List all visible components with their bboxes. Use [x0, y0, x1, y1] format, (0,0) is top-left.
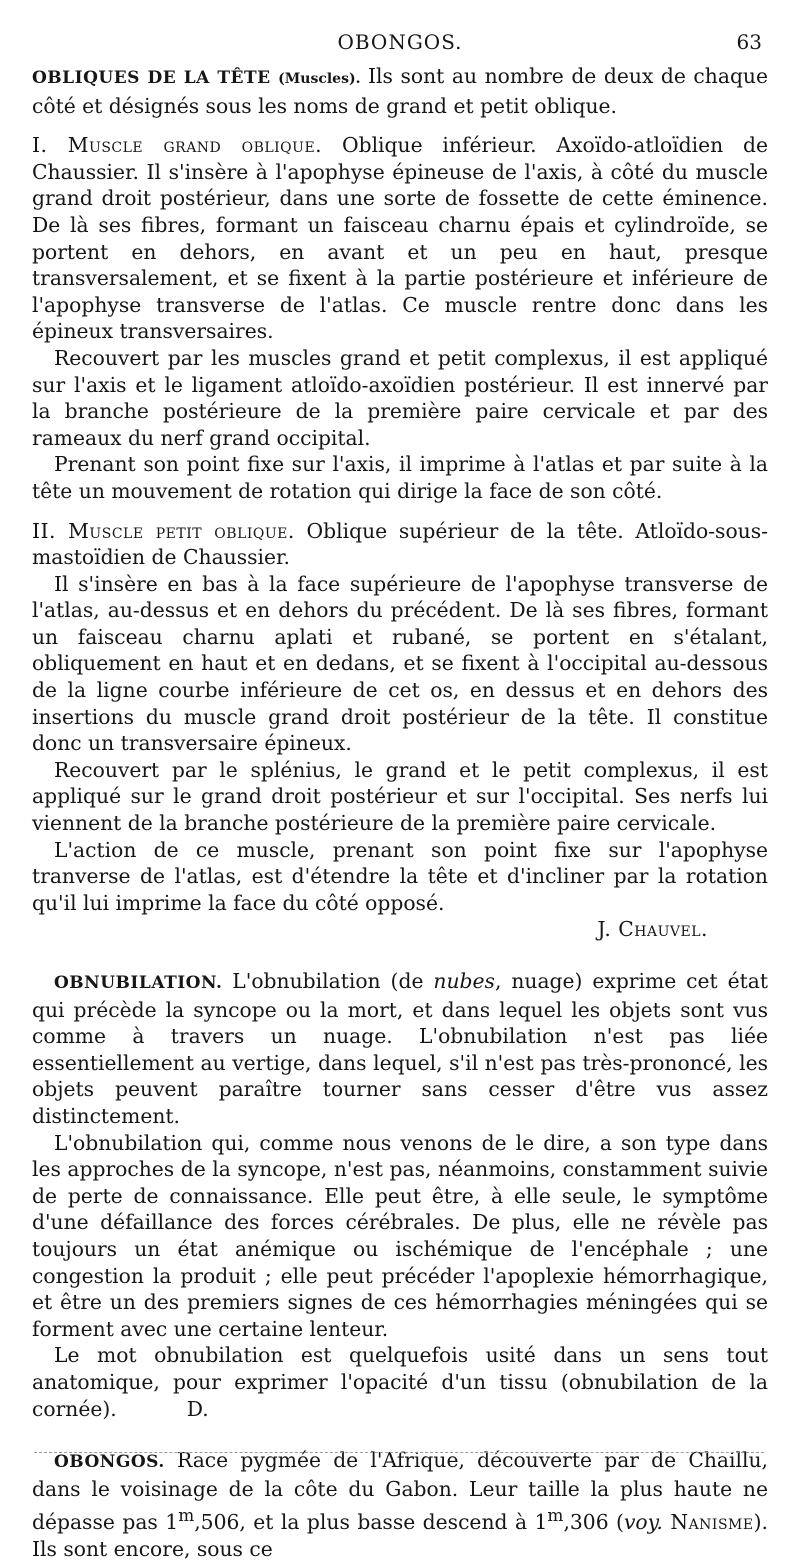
obliques-intro — [32, 63, 768, 119]
paragraph-text: ,506, et la plus basse descend à 1 — [194, 1510, 548, 1535]
entry-heading-obnubilation: OBNUBILATION. — [54, 973, 223, 993]
author-signature: J. Chauvel. — [597, 917, 708, 942]
entry-heading-obongos: OBONGOS. — [54, 1452, 165, 1473]
paragraph: Prenant son point fixe sur l'axis, il imprime à l'atlas et par suite à la tête un mouvement de rotation qui dirige la face de son côté. — [32, 452, 768, 503]
entry-heading-obliques: OBLIQUES DE LA TÊTE — [32, 68, 271, 88]
cross-reference-voy: voy. — [623, 1510, 663, 1535]
paragraph-text: Oblique supérieur de la tête. Atloïdo-sous-mastoïdien de Chaussier. — [32, 518, 768, 570]
unit-superscript: m — [547, 1505, 564, 1526]
paragraph-text: ). Ils sont encore, sous ce — [32, 1510, 768, 1561]
subsection-label-petit: II. Muscle petit oblique. — [32, 518, 295, 543]
paragraph: L'action de ce muscle, prenant son point fixe sur l'apophyse tranverse de l'atlas, est d'étendre la tête et d'incliner par la rotation qu'il lui imprime la face du côté opposé. — [32, 837, 768, 915]
running-header — [0, 30, 800, 60]
unit-superscript: m — [178, 1505, 195, 1526]
cross-reference-target: Nanisme — [670, 1510, 754, 1535]
paragraph-text: Le mot obnubilation est quelquefois usité dans un sens tout anatomique, pour exprimer l'opacité d'un tissu (obnubilation de la cornée). — [32, 1343, 768, 1421]
paragraph: Recouvert par le splénius, le grand et le petit complexus, il est appliqué sur le grand droit postérieur et sur l'occipital. Ses nerfs lui viennent de la branche postérieure de la première paire cervicale. — [32, 757, 768, 836]
paragraph-text: , nuage) exprime cet état qui précède la syncope ou la mort, et dans lequel les objets sont vus comme à travers un nuage. L'obnubilation n'est pas liée essentiellement au vertige, dans lequel, s'il n'est pas très-prononcé, les objets peuvent paraître tourner sans cesser d'être vus assez distinctement. — [32, 969, 769, 1128]
paragraph: Il s'insère en bas à la face supérieure de l'apophyse transverse de l'atlas, au-dessus et en dehors du précédent. De là ses fibres, formant un faisceau charnu aplati et rubané, se portent en s'étalant, obliquement en haut et en dedans, et se fixent à l'occipital au-dessous de la ligne courbe inférieure de cet os, en dessus et en dehors des insertions du muscle grand droit postérieur de la tête. Il constitue donc un transversaire épineux. — [32, 571, 768, 756]
petit-oblique-paragraph — [32, 518, 768, 571]
obnubilation-paragraph — [32, 968, 768, 1130]
subsection-label-grand: I. Muscle grand oblique. — [32, 133, 323, 158]
obnubilation-last-paragraph — [32, 1342, 768, 1422]
paragraph: Recouvert par les muscles grand et petit complexus, il est appliqué sur l'axis et le ligament atloïdo-axoïdien postérieur. Il est innervé par la branche postérieure de la première paire cervicale et par des rameaux du nerf grand occipital. — [32, 345, 768, 450]
paragraph-text: Ils sont au nombre de deux de chaque côté et désignés sous les noms de grand et petit oblique. — [32, 64, 768, 118]
obongos-paragraph — [32, 1447, 768, 1562]
paragraph-text: Race pygmée de l'Afrique, découverte par de Chaillu, dans le voisinage de la côte du Gabon. Leur taille la plus haute ne dépasse pas 1 — [32, 1448, 768, 1535]
page-number: 63 — [736, 30, 762, 54]
running-title: OBONGOS. — [337, 30, 463, 54]
author-signature: D. — [186, 1396, 209, 1421]
paragraph: L'obnubilation qui, comme nous venons de le dire, a son type dans les approches de la syncope, n'est pas, néanmoins, constamment suivie de perte de connaissance. Elle peut être, à elle seule, le symptôme d'une défaillance des forces cérébrales. De plus, elle ne révèle pas toujours un état anémique ou ischémique de l'encéphale ; une congestion la produit ; elle peut précéder l'apoplexie hémorrhagique, et être un des premiers signes de ces hémorrhagies méningées qui se forment avec une certaine lenteur. — [32, 1130, 768, 1341]
latin-term: nubes — [433, 969, 495, 993]
paragraph-text: Oblique inférieur. Axoïdo-atloïdien de Chaussier. Il s'insère à l'apophyse épineuse de l'axis, à côté du muscle grand droit postérieur, dans une sorte de fossette de cette éminence. De là ses fibres, formant un faisceau charnu épais et cylindroïde, se portent en dehors, en avant et un peu en haut, presque transversalement, et se fixent à la partie postérieure et inférieure de l'apophyse transverse de l'atlas. Ce muscle rentre donc dans les épineux transversaires. — [32, 133, 769, 344]
grand-oblique-paragraph — [32, 132, 768, 345]
paragraph-text: ,306 ( — [563, 1510, 624, 1535]
footer-rule — [34, 1452, 764, 1453]
paragraph-text: L'obnubilation (de — [222, 969, 434, 993]
main-text — [32, 63, 768, 1562]
entry-subheading: (Muscles). — [278, 71, 361, 87]
